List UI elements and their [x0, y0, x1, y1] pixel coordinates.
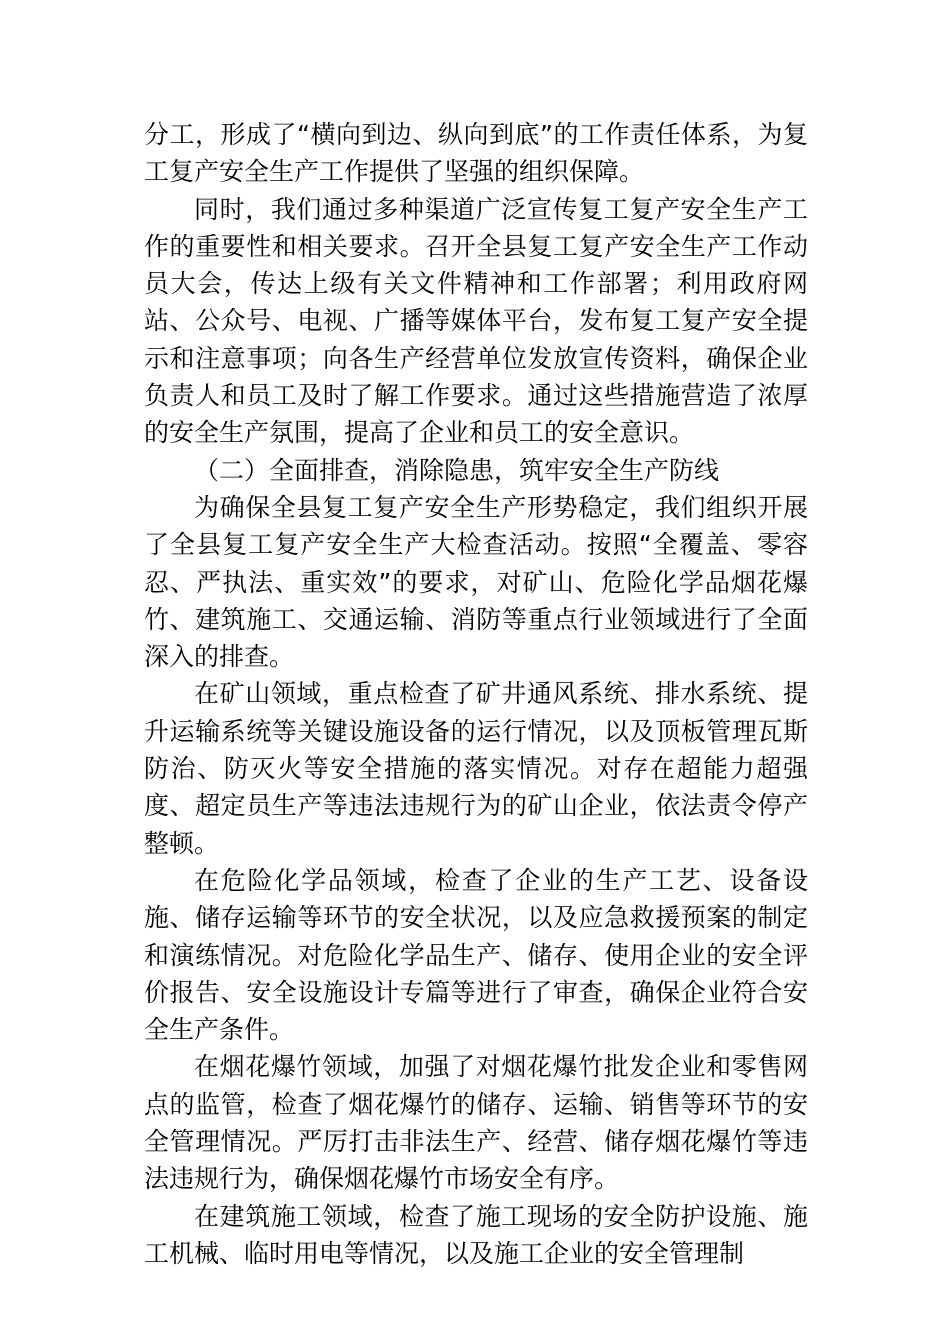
paragraph-mining: 在矿山领域，重点检查了矿井通风系统、排水系统、提升运输系统等关键设施设备的运行情况，以及顶板管理瓦斯防治、防灭火等安全措施的落实情况。对存在超能力超强度、超定员生产等违法违规行为的矿山企业，依法责令停产整顿。	[144, 679, 808, 858]
paragraph-publicity: 同时，我们通过多种渠道广泛宣传复工复产安全生产工作的重要性和相关要求。召开全县复工复产安全生产工作动员大会，传达上级有关文件精神和工作部署；利用政府网站、公众号、电视、广播等媒体平台，发布复工复产安全提示和注意事项；向各生产经营单位发放宣传资料，确保企业负责人和员工及时了解工作要求。通过这些措施营造了浓厚的安全生产氛围，提高了企业和员工的安全意识。	[144, 194, 808, 448]
document-body	[144, 116, 808, 1272]
paragraph-inspection-overview: 为确保全县复工复产安全生产形势稳定，我们组织开展了全县复工复产安全生产大检查活动。按照“全覆盖、零容忍、严执法、重实效”的要求，对矿山、危险化学品烟花爆竹、建筑施工、交通运输、消防等重点行业领域进行了全面深入的排查。	[144, 492, 808, 672]
section-heading: （二）全面排查，消除隐患，筑牢安全生产防线	[194, 455, 720, 485]
paragraph-construction: 在建筑施工领域，检查了施工现场的安全防护设施、施工机械、临时用电等情况，以及施工企业的安全管理制	[144, 1201, 808, 1268]
paragraph-fireworks: 在烟花爆竹领域，加强了对烟花爆竹批发企业和零售网点的监管，检查了烟花爆竹的储存、运输、销售等环节的安全管理情况。严厉打击非法生产、经营、储存烟花爆竹等违法违规行为，确保烟花爆竹市场安全有序。	[144, 1052, 808, 1194]
paragraph-continuation: 分工，形成了“横向到边、纵向到底”的工作责任体系，为复工复产安全生产工作提供了坚强的组织保障。	[144, 120, 808, 187]
paragraph-hazardous-chemicals: 在危险化学品领域，检查了企业的生产工艺、设备设施、储存运输等环节的安全状况，以及应急救援预案的制定和演练情况。对危险化学品生产、储存、使用企业的安全评价报告、安全设施设计专篇等进行了审查，确保企业符合安全生产条件。	[144, 865, 808, 1045]
